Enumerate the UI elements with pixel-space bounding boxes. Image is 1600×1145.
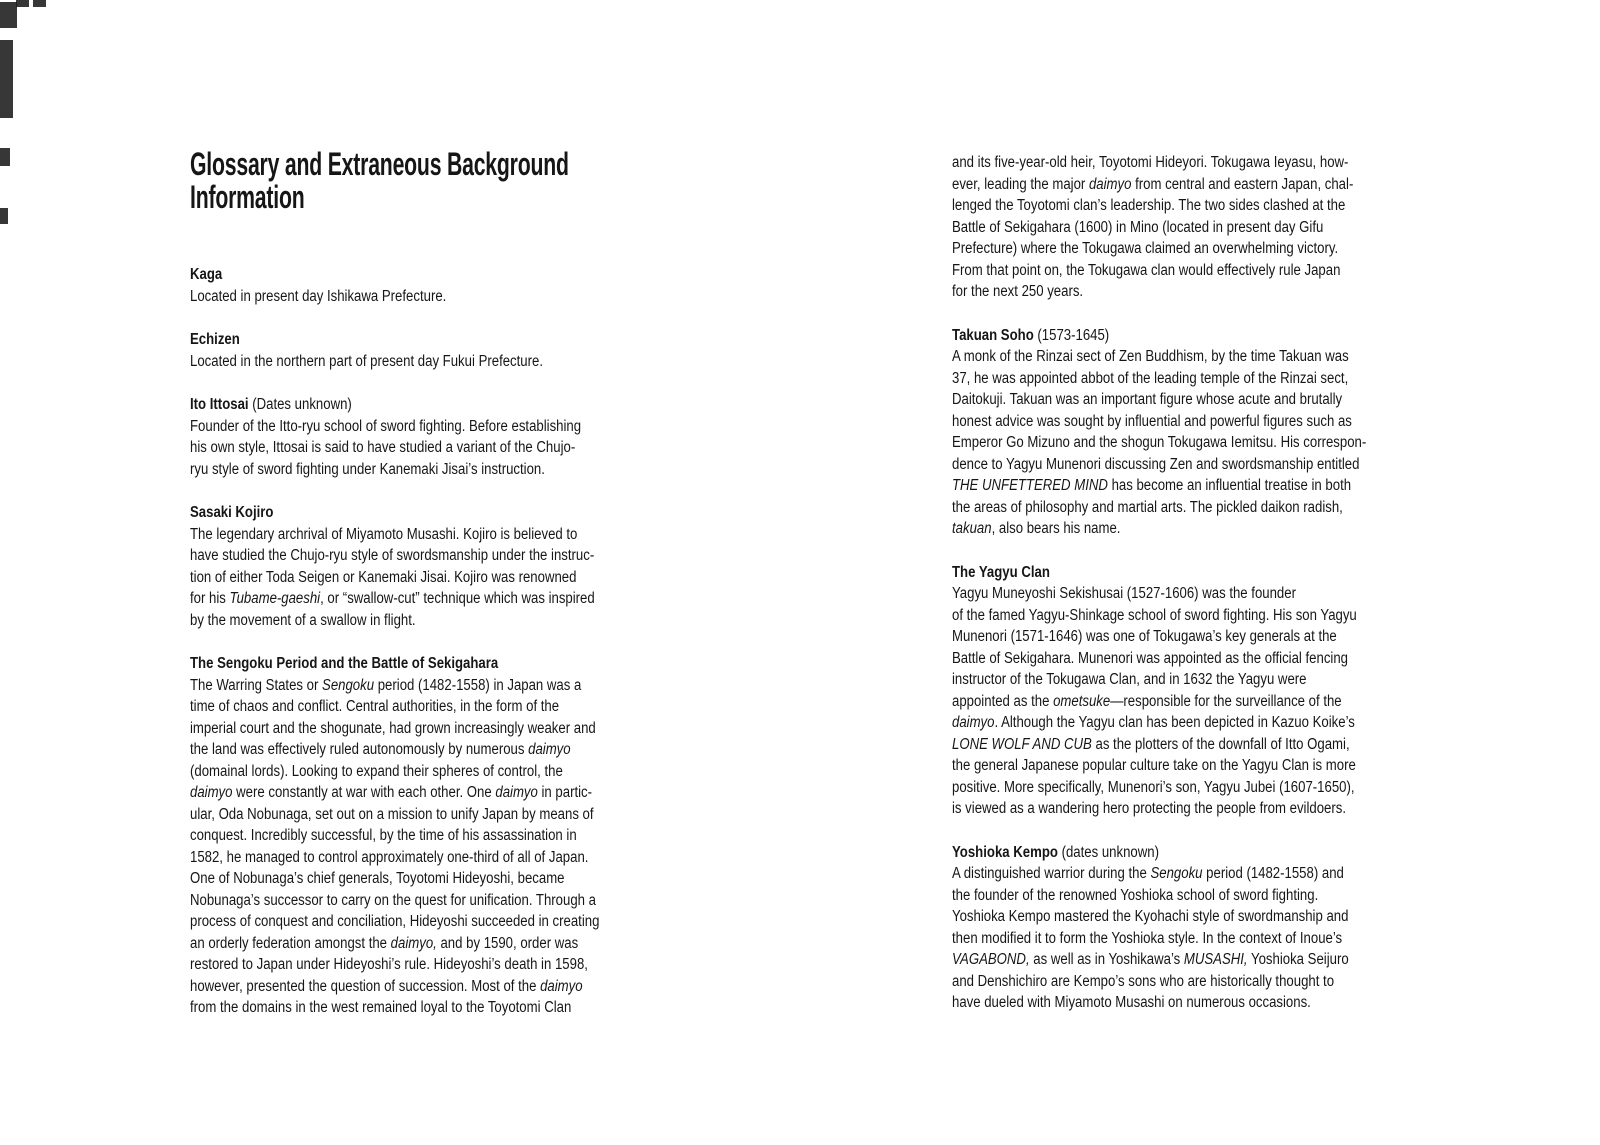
left-column — [190, 148, 676, 1019]
body-line: for his Tubame-gaeshi, or “swallow-cut” technique which was inspired — [190, 590, 595, 607]
entry-heading: Ito Ittosai (Dates unknown) — [190, 396, 352, 413]
body-line: Yoshioka Kempo mastered the Kyohachi style of swordmanship and — [952, 908, 1349, 925]
body-line: Battle of Sekigahara (1600) in Mino (located in present day Gifu — [952, 218, 1324, 236]
body-line: the founder of the renowned Yoshioka school of sword fighting. — [952, 886, 1319, 904]
body-line: takuan, also bears his name. — [952, 520, 1121, 537]
body-line: Nobunaga’s successor to carry on the quest for unification. Through a — [190, 891, 596, 909]
body-line: A monk of the Rinzai sect of Zen Buddhism, by the time Takuan was — [952, 348, 1349, 365]
body-line: have dueled with Miyamoto Musashi on numerous occasions. — [952, 994, 1311, 1011]
body-line: by the movement of a swallow in flight. — [190, 611, 416, 629]
body-line: ever, leading the major daimyo from central and eastern Japan, chal- — [952, 175, 1354, 193]
page-title-line1: Glossary and Extraneous Background — [190, 146, 569, 182]
body-line: The Warring States or Sengoku period (1482-1558) in Japan was a — [190, 676, 582, 694]
body-line: daimyo. Although the Yagyu clan has been depicted in Kazuo Koike’s — [952, 714, 1355, 731]
body-line: conquest. Incredibly successful, by the time of his assassination in — [190, 827, 577, 844]
body-line: From that point on, the Tokugawa clan would effectively rule Japan — [952, 261, 1341, 279]
body-line: Located in present day Ishikawa Prefecture. — [190, 287, 447, 305]
glossary-entry — [952, 325, 1366, 540]
entry-heading: Sasaki Kojiro — [190, 504, 274, 521]
body-line: The legendary archrival of Miyamoto Musashi. Kojiro is believed to — [190, 525, 578, 543]
entry-heading: Kaga — [190, 266, 223, 283]
body-line: then modified it to form the Yoshioka style. In the context of Inoue’s — [952, 929, 1343, 947]
body-line: his own style, Ittosai is said to have studied a variant of the Chujo- — [190, 439, 576, 456]
body-line: 1582, he managed to control approximately one-third of all of Japan. — [190, 848, 589, 866]
entry-heading: The Yagyu Clan — [952, 563, 1050, 581]
body-line: tion of either Toda Seigen or Kanemaki Jisai. Kojiro was renowned — [190, 568, 577, 586]
body-line: Emperor Go Mizuno and the shogun Tokugawa Iemitsu. His correspon- — [952, 434, 1367, 451]
body-line: imperial court and the shogunate, had grown increasingly weaker and — [190, 719, 596, 737]
body-line: from the domains in the west remained loyal to the Toyotomi Clan — [190, 999, 572, 1016]
body-line: A distinguished warrior during the Sengoku period (1482-1558) and — [952, 865, 1344, 882]
body-line: Daitokuji. Takuan was an important figure whose acute and brutally — [952, 391, 1343, 408]
body-line: however, presented the question of succession. Most of the daimyo — [190, 977, 583, 995]
scan-artifact-mark — [0, 40, 13, 118]
body-line: the areas of philosophy and martial arts. The pickled daikon radish, — [952, 498, 1343, 516]
body-line: the general Japanese popular culture take on the Yagyu Clan is more — [952, 757, 1356, 774]
glossary-entry — [952, 842, 1366, 1014]
glossary-entry — [952, 152, 1366, 303]
body-line: One of Nobunaga’s chief generals, Toyotomi Hideyoshi, became — [190, 870, 565, 887]
body-line: Founder of the Itto-ryu school of sword fighting. Before establishing — [190, 417, 582, 435]
body-line: and its five-year-old heir, Toyotomi Hideyori. Tokugawa Ieyasu, how- — [952, 154, 1349, 171]
body-line: lenged the Toyotomi clan’s leadership. The two sides clashed at the — [952, 197, 1346, 214]
scan-artifact-mark — [0, 208, 8, 224]
body-line: 37, he was appointed abbot of the leading temple of the Rinzai sect, — [952, 369, 1349, 387]
body-line: of the famed Yagyu-Shinkage school of sword fighting. His son Yagyu — [952, 606, 1357, 624]
body-line: Battle of Sekigahara. Munenori was appointed as the official fencing — [952, 649, 1348, 667]
right-column — [952, 152, 1366, 1014]
scan-artifact-mark — [0, 2, 17, 28]
scan-artifact-mark — [0, 148, 10, 166]
body-line: have studied the Chujo-ryu style of swordsmanship under the instruc- — [190, 547, 595, 564]
entry-heading: Takuan Soho (1573-1645) — [952, 326, 1110, 344]
entry-heading: Echizen — [190, 331, 240, 348]
page-title — [190, 148, 569, 214]
body-line: restored to Japan under Hideyoshi’s rule. Hideyoshi’s death in 1598, — [190, 956, 588, 973]
scan-artifact-mark — [33, 0, 46, 7]
body-line: (domainal lords). Looking to expand their spheres of control, the — [190, 762, 563, 780]
body-line: the land was effectively ruled autonomously by numerous daimyo — [190, 741, 571, 758]
body-line: ryu style of sword fighting under Kanemaki Jisai’s instruction. — [190, 460, 545, 478]
body-line: VAGABOND, as well as in Yoshikawa’s MUSASHI, Yoshioka Seijuro — [952, 951, 1349, 968]
entry-heading: Yoshioka Kempo (dates unknown) — [952, 843, 1159, 861]
glossary-entry — [190, 653, 676, 1019]
glossary-entry — [190, 329, 676, 372]
body-line: ular, Oda Nobunaga, set out on a mission to unify Japan by means of — [190, 805, 594, 823]
body-line: Munenori (1571-1646) was one of Tokugawa’s key generals at the — [952, 628, 1337, 645]
body-line: an orderly federation amongst the daimyo, and by 1590, order was — [190, 934, 579, 952]
body-line: time of chaos and conflict. Central authorities, in the form of the — [190, 698, 560, 715]
body-line: Located in the northern part of present day Fukui Prefecture. — [190, 352, 544, 370]
body-line: dence to Yagyu Munenori discussing Zen and swordsmanship entitled — [952, 455, 1360, 473]
body-line: LONE WOLF AND CUB as the plotters of the downfall of Itto Ogami, — [952, 735, 1350, 753]
body-line: Yagyu Muneyoshi Sekishusai (1527-1606) was the founder — [952, 585, 1296, 602]
body-line: THE UNFETTERED MIND has become an influential treatise in both — [952, 477, 1352, 494]
body-line: positive. More specifically, Munenori’s son, Yagyu Jubei (1607-1650), — [952, 778, 1355, 796]
page-title-line2: Information — [190, 179, 305, 215]
body-line: appointed as the ometsuke—responsible for the surveillance of the — [952, 692, 1342, 710]
body-line: Prefecture) where the Tokugawa claimed an overwhelming victory. — [952, 240, 1339, 257]
body-line: process of conquest and conciliation, Hideyoshi succeeded in creating — [190, 913, 600, 930]
glossary-entry — [190, 264, 676, 307]
glossary-entry — [190, 502, 676, 631]
entry-heading: The Sengoku Period and the Battle of Sekigahara — [190, 655, 499, 672]
body-line: honest advice was sought by influential and powerful figures such as — [952, 412, 1352, 430]
glossary-sections-right — [952, 152, 1366, 1014]
glossary-sections-left — [190, 264, 676, 1019]
glossary-entry — [952, 562, 1366, 820]
glossary-entry — [190, 394, 676, 480]
body-line: daimyo were constantly at war with each other. One daimyo in partic- — [190, 784, 593, 801]
body-line: and Denshichiro are Kempo’s sons who are historically thought to — [952, 972, 1335, 990]
body-line: for the next 250 years. — [952, 283, 1084, 300]
body-line: instructor of the Tokugawa Clan, and in 1632 the Yagyu were — [952, 671, 1307, 688]
body-line: is viewed as a wandering hero protecting the people from evildoers. — [952, 800, 1347, 817]
scan-artifact-mark — [16, 0, 29, 7]
